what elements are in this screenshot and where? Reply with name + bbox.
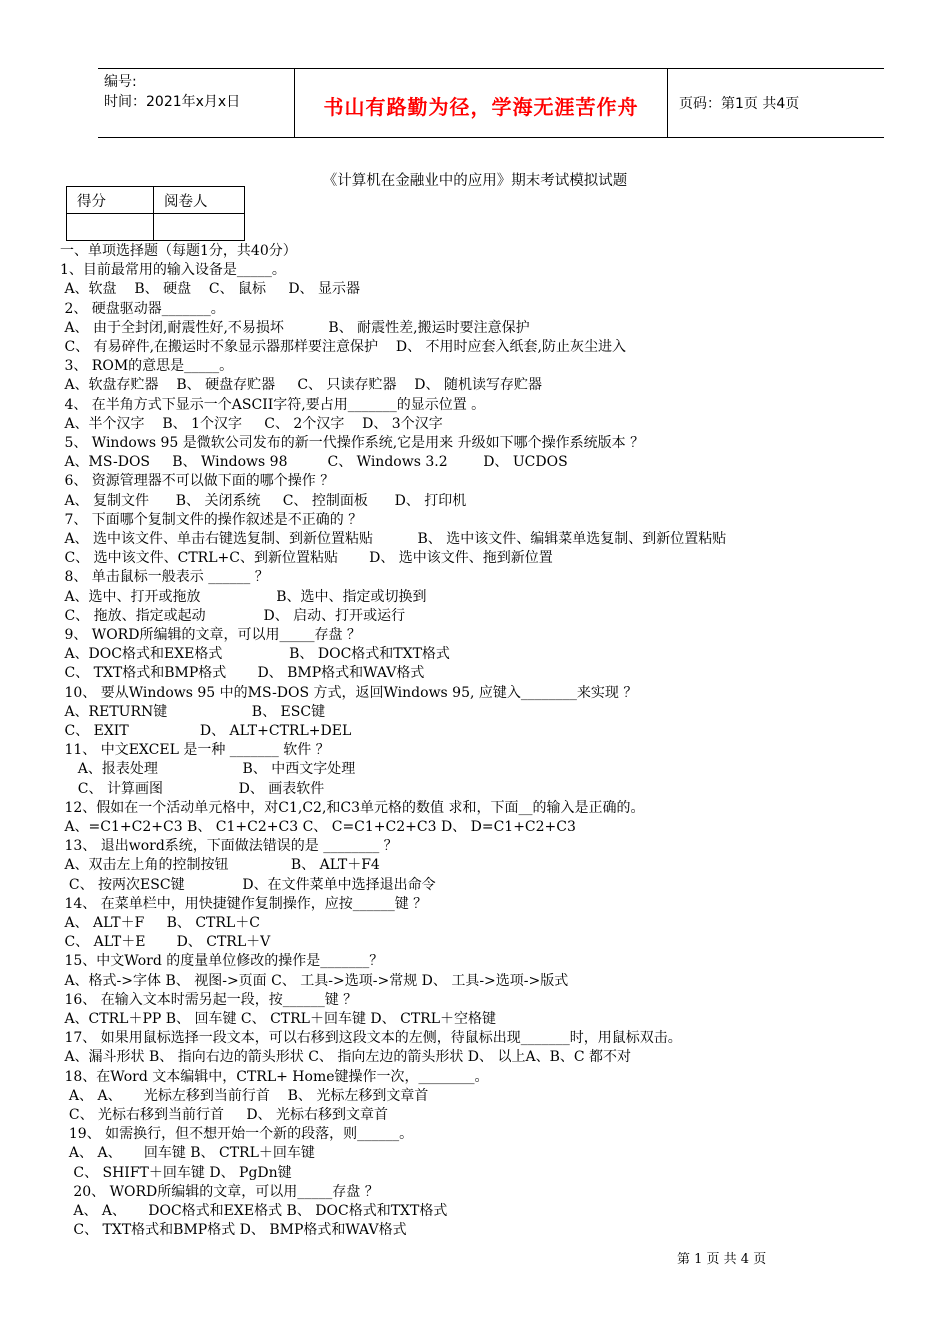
text-line: 6、 资源管理器不可以做下面的哪个操作 ？	[60, 473, 335, 490]
text-line: C、 TXT格式和BMP格式 D、 BMP格式和WAV格式	[60, 665, 425, 682]
text-line: C、 拖放、指定或起动 D、 启动、打开或运行	[60, 607, 406, 624]
motto-text: 书山有路勤为径，学海无涯苦作舟	[323, 95, 639, 119]
text-line: A、 A、 DOC格式和EXE格式 B、 DOC格式和TXT格式	[60, 1203, 448, 1219]
reviewer-label: 阅卷人	[154, 187, 245, 214]
header-motto-cell	[294, 69, 668, 137]
text-line: A、MS-DOS B、 Windows 98 C、 Windows 3.2 D、 UCDOS	[60, 454, 568, 471]
text-line: 4、 在半角方式下显示一个ASCII字符,要占用_______的显示位置 。	[60, 396, 486, 413]
text-line: 8、 单击鼠标一般表示 ______ ？	[60, 569, 269, 586]
text-line: A、 选中该文件、单击右键选复制、到新位置粘贴 B、 选中该文件、编辑菜单选复制、到新位置粘贴	[60, 531, 727, 547]
text-line: 一、单项选择题（每题1分，共40分）	[60, 243, 297, 259]
text-line: C、 计算画图 D、 画表软件	[60, 780, 325, 797]
text-line: 2、 硬盘驱动器_______。	[60, 300, 225, 317]
score-label: 得分	[67, 187, 154, 214]
text-line: A、软盘存贮器 B、 硬盘存贮器 C、 只读存贮器 D、 随机读写存贮器	[60, 377, 542, 394]
text-line: C、 有易碎件,在搬运时不象显示器那样要注意保护 D、 不用时应套入纸套,防止灰尘进入	[60, 339, 626, 355]
text-line: 7、 下面哪个复制文件的操作叙述是不正确的 ？	[60, 511, 363, 528]
text-line: 20、 WORD所编辑的文章，可以用_____存盘 ？	[60, 1183, 379, 1200]
text-line: 11、 中文EXCEL 是一种 _______ 软件 ？	[60, 742, 330, 759]
text-line: A、 A、 光标左移到当前行首 B、 光标左移到文章首	[60, 1087, 429, 1104]
text-line: 17、 如果用鼠标选择一段文本，可以右移到这段文本的左侧，待鼠标出现_______时，用鼠标双击。	[60, 1030, 682, 1047]
text-line: A、半个汉字 B、 1个汉字 C、 2个汉字 D、 3个汉字	[60, 415, 443, 432]
text-line: A、 复制文件 B、 关闭系统 C、 控制面板 D、 打印机	[60, 492, 467, 509]
text-line: A、格式->字体 B、 视图->页面 C、 工具->选项->常规 D、 工具->选项->版式	[60, 972, 569, 989]
text-line: A、 由于全封闭,耐震性好,不易损坏 B、 耐震性差,搬运时要注意保护	[60, 319, 530, 336]
score-table	[66, 186, 245, 241]
text-line: 13、 退出word系统，下面做法错误的是 ________ ？	[60, 838, 398, 855]
text-line: 5、 Windows 95 是微软公司发布的新一代操作系统,它是用来 升级如下哪个操作系统版本 ？	[60, 435, 645, 451]
number-label: 编号:	[104, 74, 137, 90]
text-line: A、选中、打开或拖放 B、选中、指定或切换到	[60, 588, 427, 605]
text-line: C、 TXT格式和BMP格式 D、 BMP格式和WAV格式	[60, 1222, 407, 1239]
text-line: 15、中文Word 的度量单位修改的操作是_______？	[60, 953, 384, 970]
text-line: A、报表处理 B、 中西文字处理	[60, 761, 356, 778]
text-line: 18、在Word 文本编辑中，CTRL+ Home键操作一次，________。	[60, 1068, 489, 1085]
text-line: C、 按两次ESC键 D、在文件菜单中选择退出命令	[60, 876, 436, 893]
exam-title: 《计算机在金融业中的应用》期末考试模拟试题	[322, 173, 628, 189]
text-line: A、RETURN键 B、 ESC键	[60, 703, 326, 720]
text-line: 10、 要从Windows 95 中的MS-DOS 方式，返回Windows 95, 应键入________来实现 ？	[60, 684, 638, 701]
text-line: 19、 如需换行，但不想开始一个新的段落，则______。	[60, 1126, 414, 1143]
text-line: 16、 在输入文本时需另起一段，按______键 ？	[60, 991, 358, 1008]
text-line: 12、假如在一个活动单元格中，对C1,C2,和C3单元格的数值 求和，下面__的输入是正确的。	[60, 799, 645, 816]
page-footer: 第 1 页 共 4 页	[677, 1252, 767, 1267]
text-line: A、 A、 回车键 B、 CTRL＋回车键	[60, 1145, 315, 1162]
text-line: C、 ALT＋E D、 CTRL＋V	[60, 934, 271, 951]
reviewer-cell[interactable]	[154, 214, 245, 241]
score-cell[interactable]	[67, 214, 154, 241]
text-line: C、 SHIFT＋回车键 D、 PgDn键	[60, 1164, 292, 1181]
text-line: 9、 WORD所编辑的文章，可以用_____存盘 ？	[60, 627, 361, 643]
text-line: C、 EXIT D、 ALT+CTRL+DEL	[60, 723, 352, 739]
text-line: 14、 在菜单栏中，用快捷键作复制操作，应按______键 ？	[60, 895, 428, 912]
text-line: C、 选中该文件、CTRL+C、到新位置粘贴 D、 选中该文件、拖到新位置	[60, 550, 553, 567]
time-label: 时间：2021年x月x日	[104, 94, 241, 110]
text-line: 3、 ROM的意思是_____。	[60, 358, 234, 375]
text-line: A、CTRL＋PP B、 回车键 C、 CTRL＋回车键 D、 CTRL＋空格键	[60, 1011, 496, 1027]
text-line: A、DOC格式和EXE格式 B、 DOC格式和TXT格式	[60, 646, 450, 663]
page-header	[98, 68, 884, 138]
text-line: A、软盘 B、 硬盘 C、 鼠标 D、 显示器	[60, 281, 360, 298]
header-info-cell	[98, 69, 294, 137]
text-line: C、 光标右移到当前行首 D、 光标右移到文章首	[60, 1107, 388, 1123]
text-line: A、=C1+C2+C3 B、 C1+C2+C3 C、 C=C1+C2+C3 D、 D=C1+C2+C3	[60, 819, 576, 835]
text-line: A、 ALT＋F B、 CTRL＋C	[60, 915, 260, 931]
text-line: A、双击左上角的控制按钮 B、 ALT＋F4	[60, 857, 380, 874]
text-line: A、漏斗形状 B、 指向右边的箭头形状 C、 指向左边的箭头形状 D、 以上A、B、C 都不对	[60, 1049, 632, 1066]
text-line: 1、目前最常用的输入设备是_____。	[60, 262, 286, 279]
header-page-cell	[667, 69, 884, 137]
page-info: 页码：第1页 共4页	[679, 96, 800, 112]
